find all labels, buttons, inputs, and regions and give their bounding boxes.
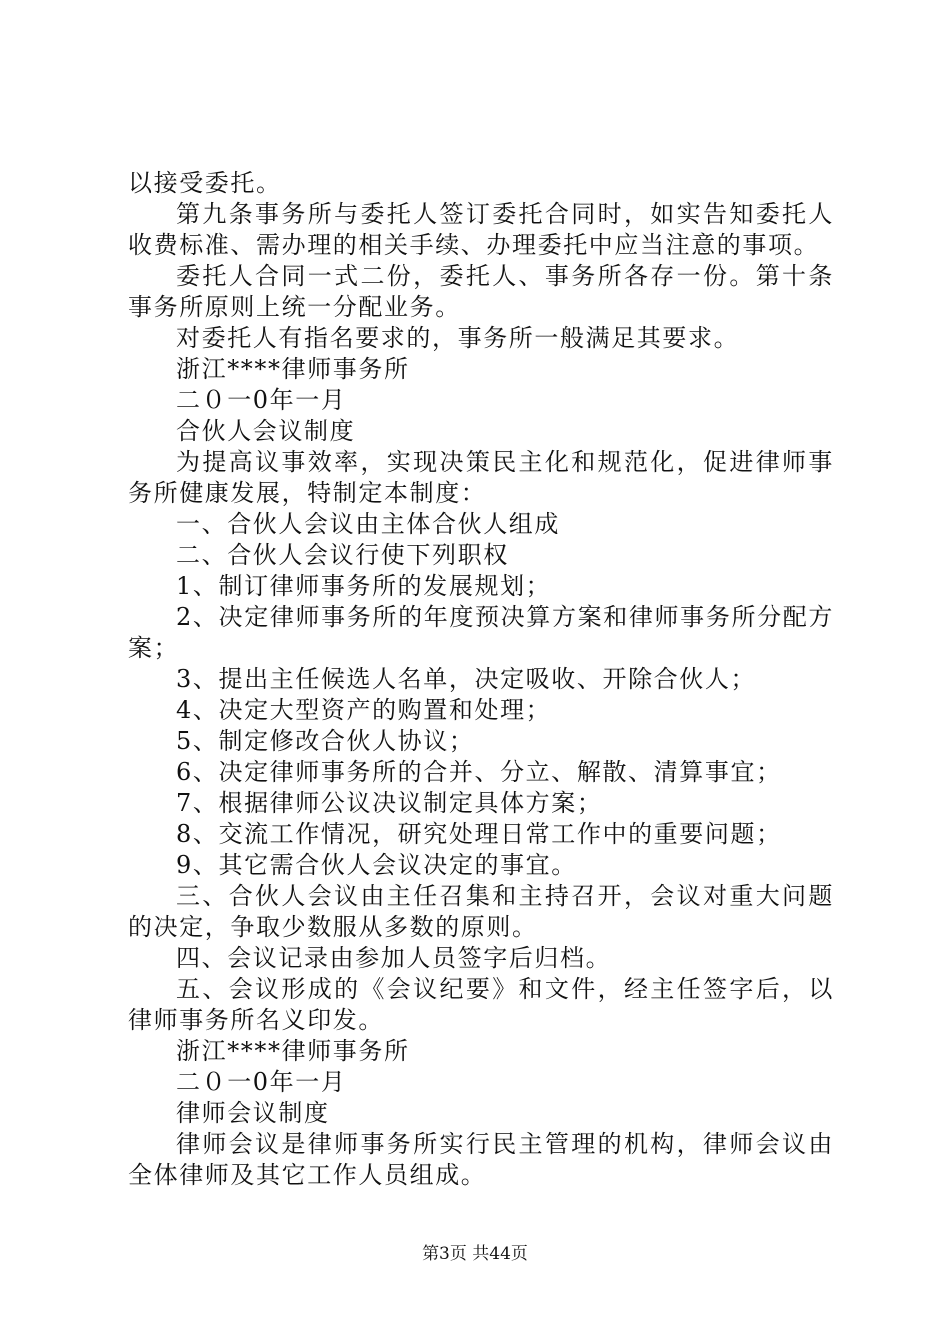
paragraph: 5、制定修改合伙人协议；	[176, 727, 475, 755]
paragraph: 三、合伙人会议由主任召集和主持召开，会议对重大问题的决定，争取少数服从多数的原则。	[128, 882, 834, 941]
page-number-footer: 第3页 共44页	[422, 1244, 528, 1264]
paragraph: 8、交流工作情况，研究处理日常工作中的重要问题；	[176, 820, 782, 848]
paragraph: 委托人合同一式二份，委托人、事务所各存一份。第十条事务所原则上统一分配业务。	[128, 262, 834, 321]
document-body	[128, 168, 834, 1191]
paragraph: 以接受委托。	[128, 169, 282, 197]
paragraph: 一、合伙人会议由主体合伙人组成	[176, 510, 560, 538]
paragraph: 1、制订律师事务所的发展规划；	[176, 572, 552, 600]
paragraph: 二０一0年一月	[176, 386, 347, 414]
paragraph: 五、会议形成的《会议纪要》和文件，经主任签字后，以律师事务所名义印发。	[128, 975, 834, 1034]
paragraph: 3、提出主任候选人名单，决定吸收、开除合伙人；	[176, 665, 757, 693]
paragraph: 律师会议制度	[176, 1099, 330, 1127]
paragraph: 6、决定律师事务所的合并、分立、解散、清算事宜；	[176, 758, 782, 786]
paragraph: 律师会议是律师事务所实行民主管理的机构，律师会议由全体律师及其它工作人员组成。	[128, 1130, 834, 1189]
paragraph: 合伙人会议制度	[176, 417, 356, 445]
paragraph: 四、会议记录由参加人员签字后归档。	[176, 944, 612, 972]
paragraph: 对委托人有指名要求的，事务所一般满足其要求。	[176, 324, 740, 352]
paragraph: 7、根据律师公议决议制定具体方案；	[176, 789, 603, 817]
paragraph: 第九条事务所与委托人签订委托合同时，如实告知委托人收费标准、需办理的相关手续、办理委托中应当注意的事项。	[128, 200, 834, 259]
paragraph: 二０一0年一月	[176, 1068, 347, 1096]
paragraph: 为提高议事效率，实现决策民主化和规范化，促进律师事务所健康发展，特制定本制度：	[128, 448, 834, 507]
paragraph: 2、决定律师事务所的年度预决算方案和律师事务所分配方案；	[128, 603, 834, 662]
paragraph: 二、合伙人会议行使下列职权	[176, 541, 509, 569]
paragraph: 浙江****律师事务所	[176, 1037, 410, 1065]
paragraph: 4、决定大型资产的购置和处理；	[176, 696, 552, 724]
paragraph: 浙江****律师事务所	[176, 355, 410, 383]
paragraph: 9、其它需合伙人会议决定的事宜。	[176, 851, 577, 879]
